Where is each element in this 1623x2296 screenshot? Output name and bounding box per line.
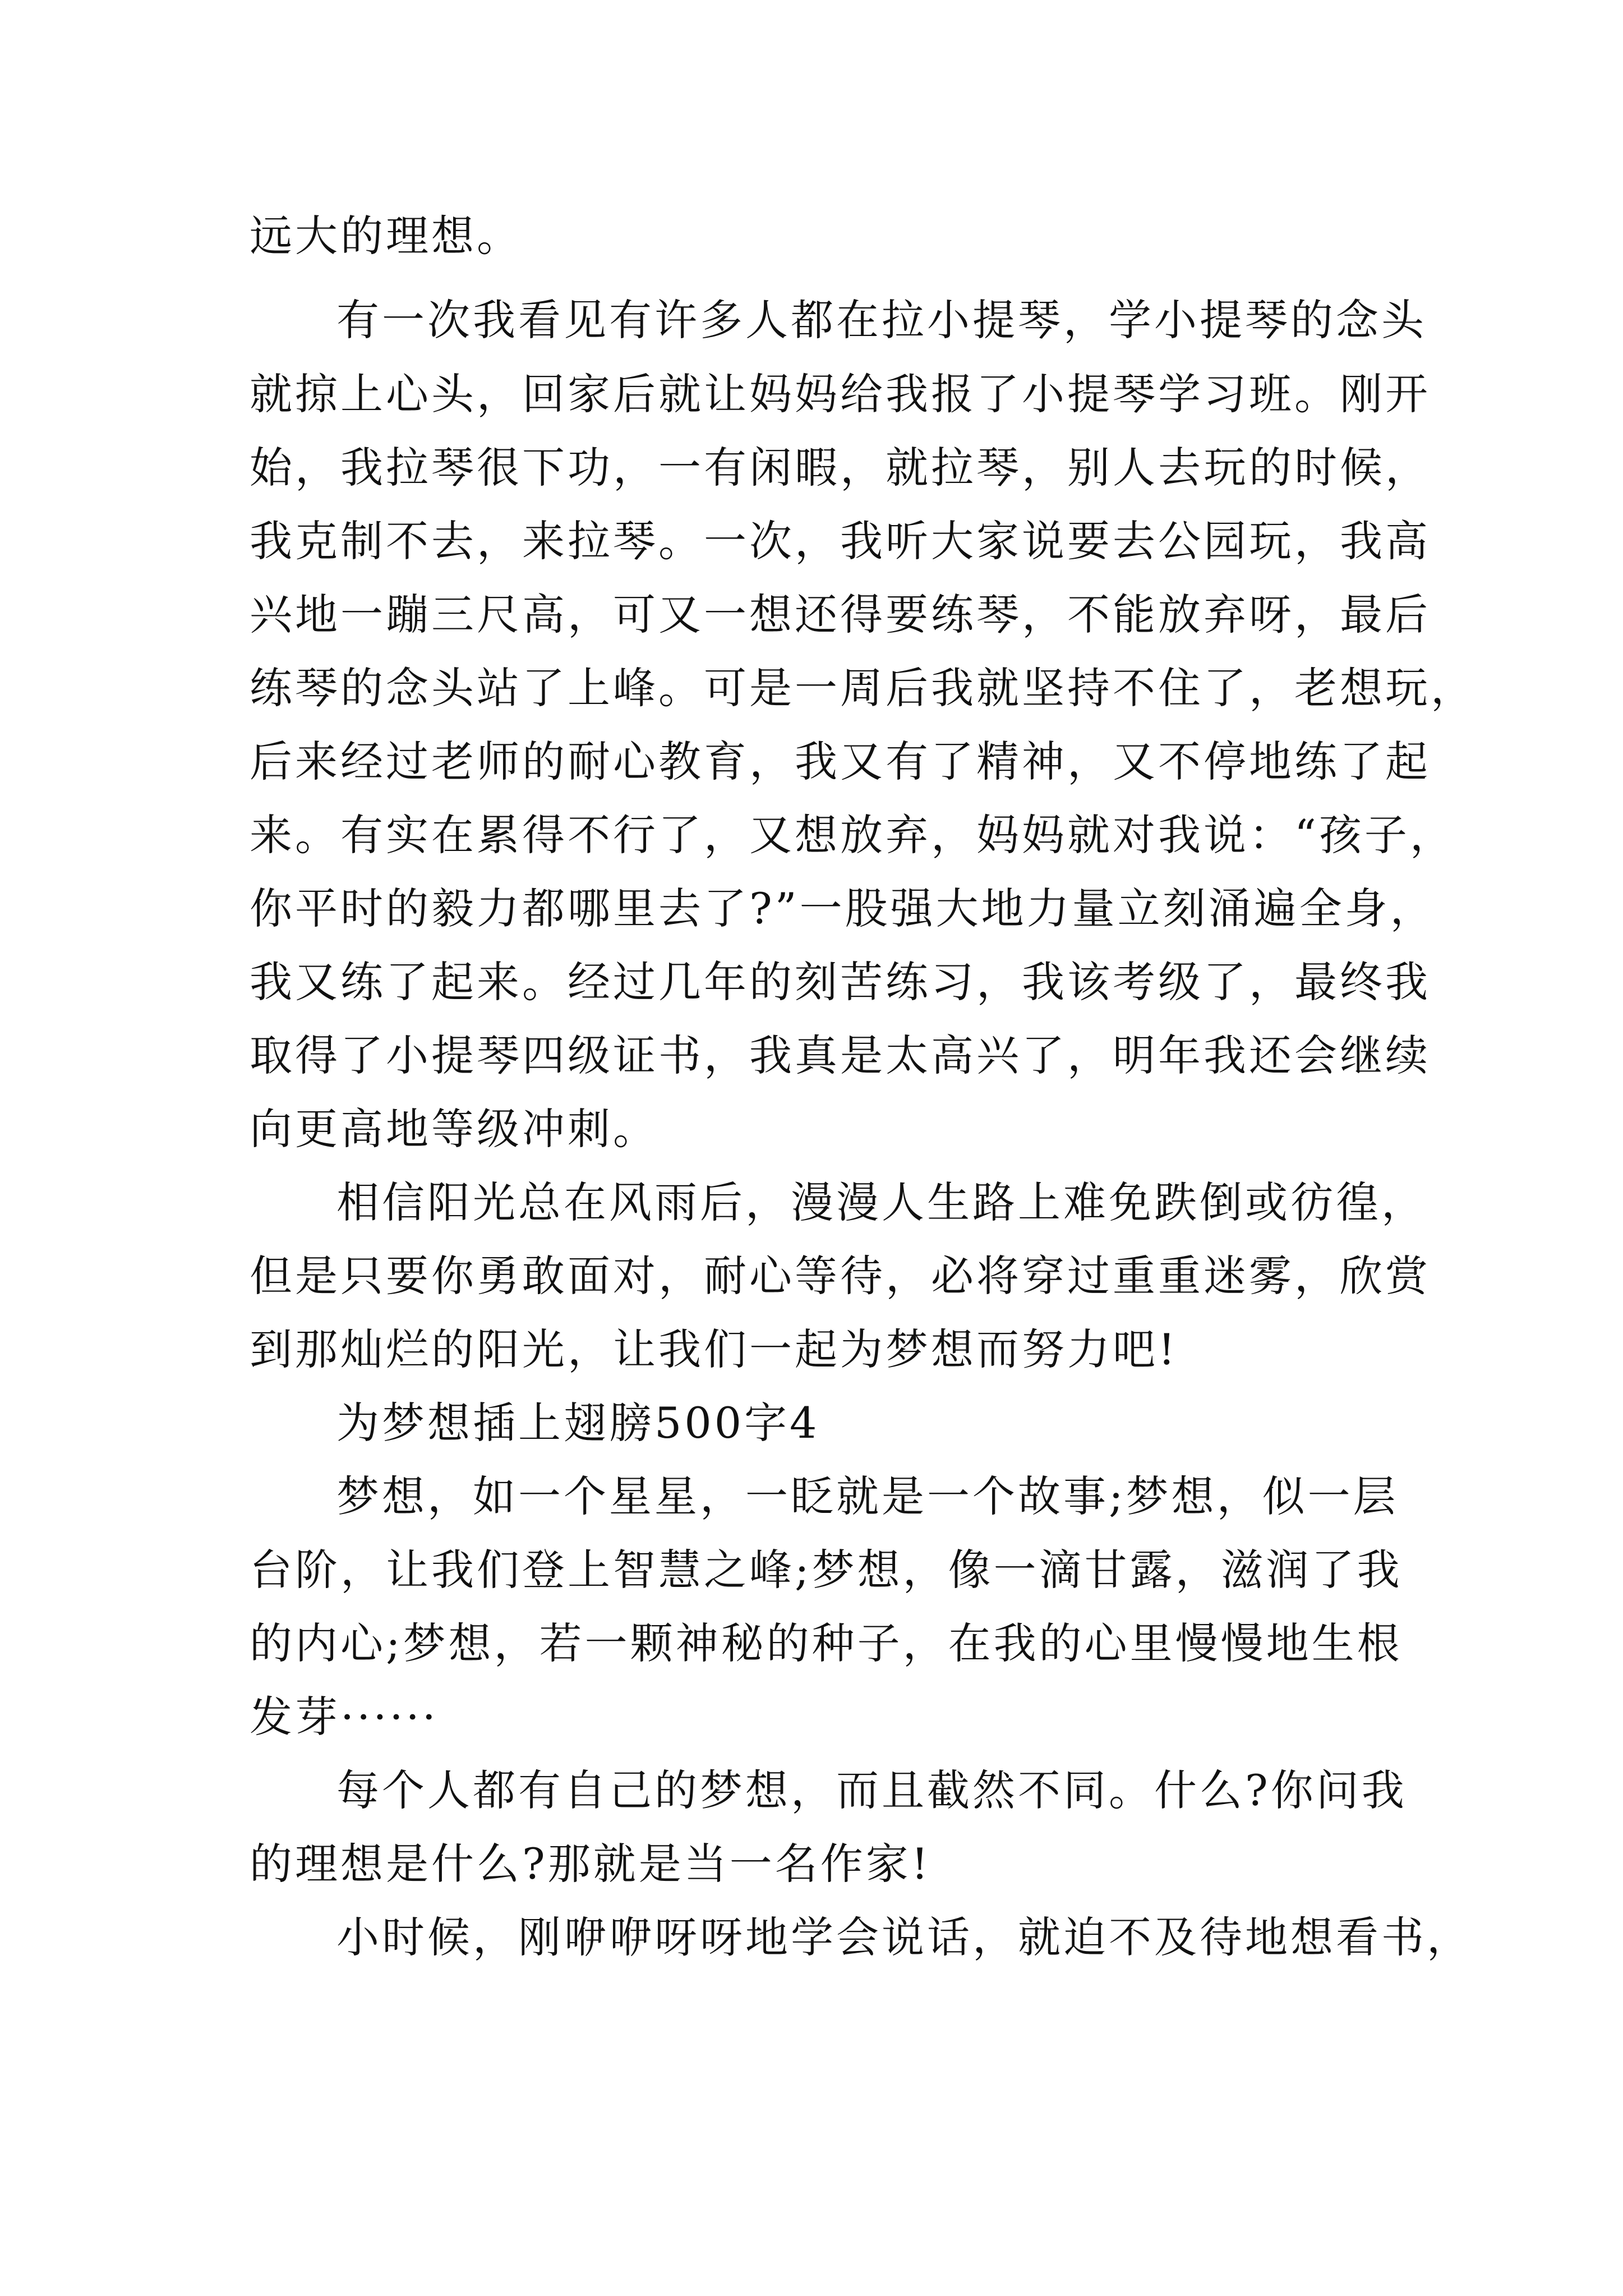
text-line: 后来经过老师的耐心教育，我又有了精神，又不停地练了起 xyxy=(250,737,1431,786)
text-line: 远大的理想。 xyxy=(250,211,522,261)
text-line: 我克制不去，来拉琴。一次，我听大家说要去公园玩，我高 xyxy=(250,516,1431,566)
text-line: 来。有实在累得不行了，又想放弃，妈妈就对我说：“孩子， xyxy=(250,810,1455,860)
text-line: 你平时的毅力都哪里去了?”一股强大地力量立刻涌遍全身， xyxy=(250,884,1436,933)
text-line: 取得了小提琴四级证书，我真是太高兴了，明年我还会继续 xyxy=(250,1030,1431,1080)
text-line: 兴地一蹦三尺高，可又一想还得要练琴，不能放弃呀，最后 xyxy=(250,590,1431,639)
text-line: 向更高地等级冲刺。 xyxy=(250,1104,658,1154)
text-line: 但是只要你勇敢面对，耐心等待，必将穿过重重迷雾，欣赏 xyxy=(250,1251,1431,1301)
text-line: 发芽······ xyxy=(250,1692,439,1742)
text-line: 台阶，让我们登上智慧之峰;梦想，像一滴甘露，滋润了我 xyxy=(250,1545,1403,1595)
section-heading: 为梦想插上翅膀500字4 xyxy=(336,1398,820,1448)
text-line: 每个人都有自己的梦想，而且截然不同。什么?你问我 xyxy=(336,1765,1407,1815)
text-line: 的理想是什么?那就是当一名作家! xyxy=(250,1839,932,1889)
text-line: 我又练了起来。经过几年的刻苦练习，我该考级了，最终我 xyxy=(250,957,1431,1007)
text-line: 的内心;梦想，若一颗神秘的种子，在我的心里慢慢地生根 xyxy=(250,1618,1403,1668)
text-line: 小时候，刚咿咿呀呀地学会说话，就迫不及待地想看书， xyxy=(336,1912,1472,1962)
text-line: 有一次我看见有许多人都在拉小提琴，学小提琴的念头 xyxy=(336,295,1427,345)
text-line: 就掠上心头，回家后就让妈妈给我报了小提琴学习班。刚开 xyxy=(250,369,1431,419)
text-line: 相信阳光总在风雨后，漫漫人生路上难免跌倒或彷徨， xyxy=(336,1177,1427,1227)
text-line: 练琴的念头站了上峰。可是一周后我就坚持不住了，老想玩， xyxy=(250,663,1476,713)
text-line: 到那灿烂的阳光，让我们一起为梦想而努力吧! xyxy=(250,1324,1178,1374)
text-line: 始，我拉琴很下功，一有闲暇，就拉琴，别人去玩的时候， xyxy=(250,443,1431,493)
text-line: 梦想，如一个星星，一眨就是一个故事;梦想，似一层 xyxy=(336,1471,1399,1521)
